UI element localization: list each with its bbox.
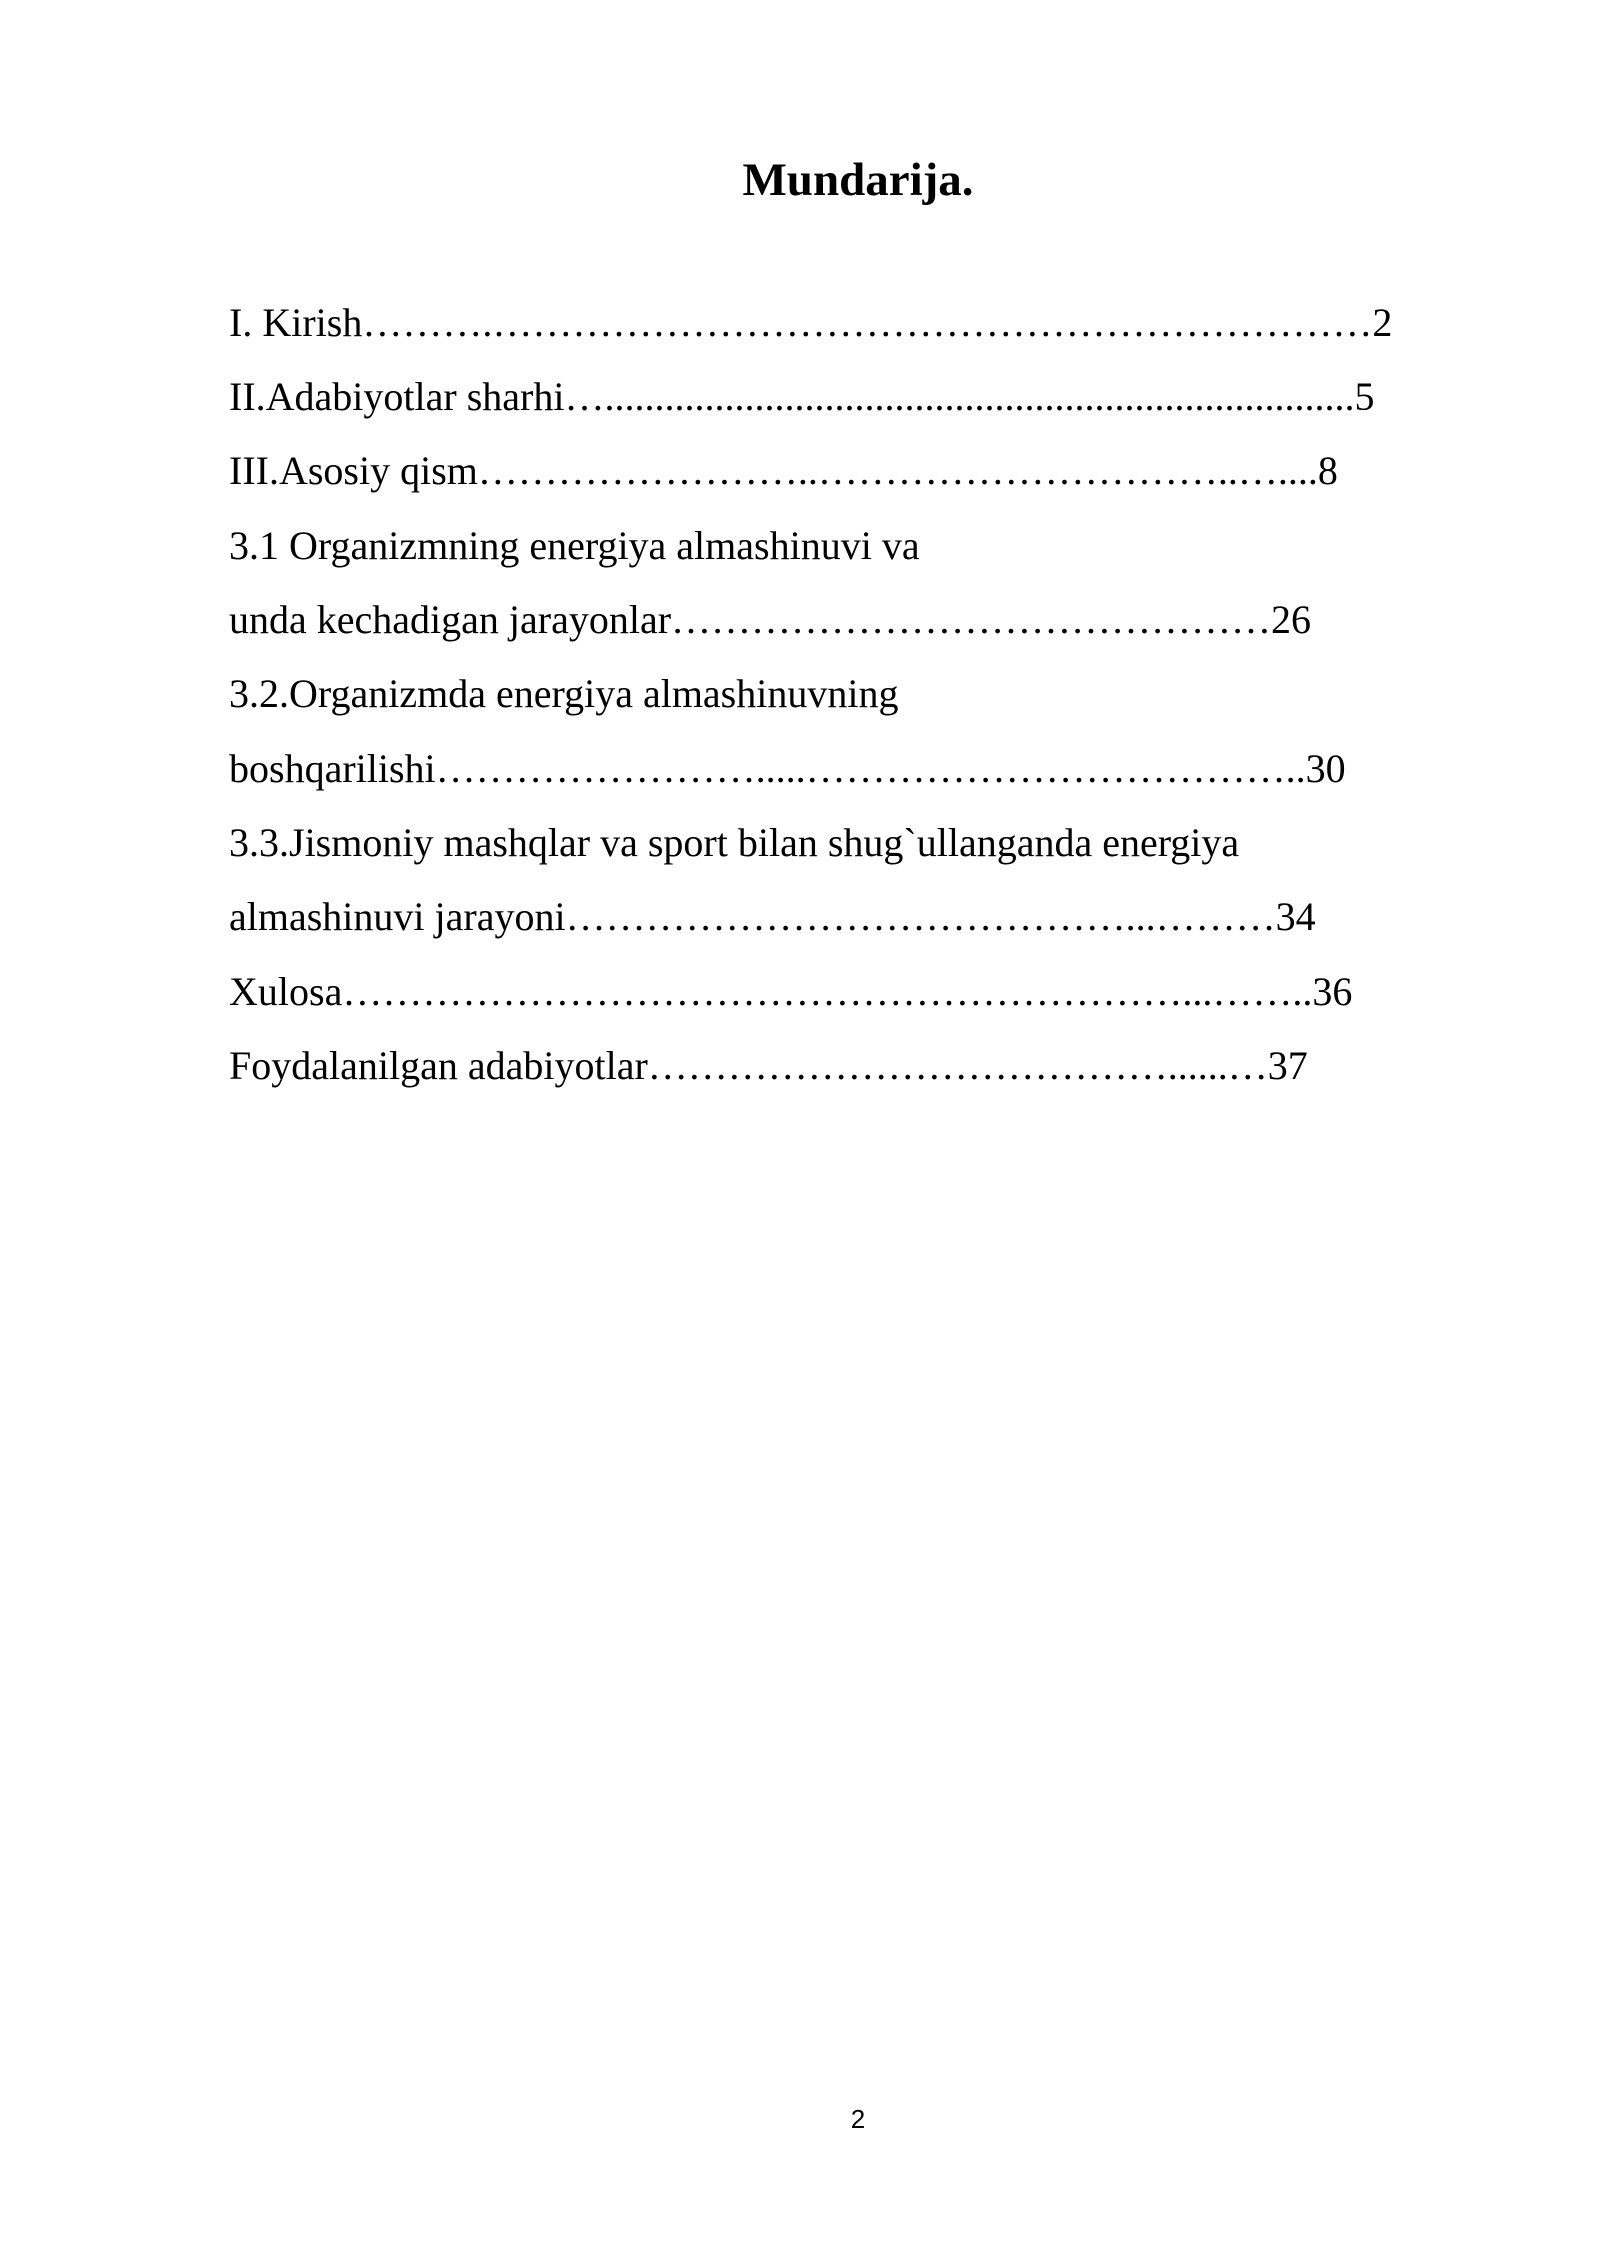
page-number: 2 [850,2104,866,2134]
toc-entry-kirish: I. Kirish……….…………………………………………………………2 [229,300,1393,345]
toc-entry-xulosa: Xulosa………………………………………………………...……..36 [229,969,1353,1014]
toc-entry-foydalanilgan-adabiyotlar: Foydalanilgan adabiyotlar…………………………………......…37 [229,1043,1308,1088]
toc-entry-asosiy-qism: III.Asosiy qism……………………..…………………………..…....8 [229,448,1338,493]
toc-entry-3-2-line-1: 3.2.Organizmda energiya almashinuvning [229,671,899,716]
toc-entry-3-3-line-1: 3.3.Jismoniy mashqlar va sport bilan shug`ullanganda energiya [229,820,1240,865]
toc-entry-3-3-line-2: almashinuvi jarayoni……………………………………...………34 [229,894,1316,939]
toc-entry-3-1-line-2: unda kechadigan jarayonlar………………………………………26 [229,597,1312,642]
page-title: Mundarija. [742,154,974,206]
toc-entry-3-1-line-1: 3.1 Organizmning energiya almashinuvi va [229,523,920,568]
toc-entry-3-2-line-2: boshqarilishi…………………….....………………………………..30 [229,746,1346,791]
toc-entry-adabiyotlar-sharhi: II.Adabiyotlar sharhi…...........................................................................5 [229,374,1375,419]
